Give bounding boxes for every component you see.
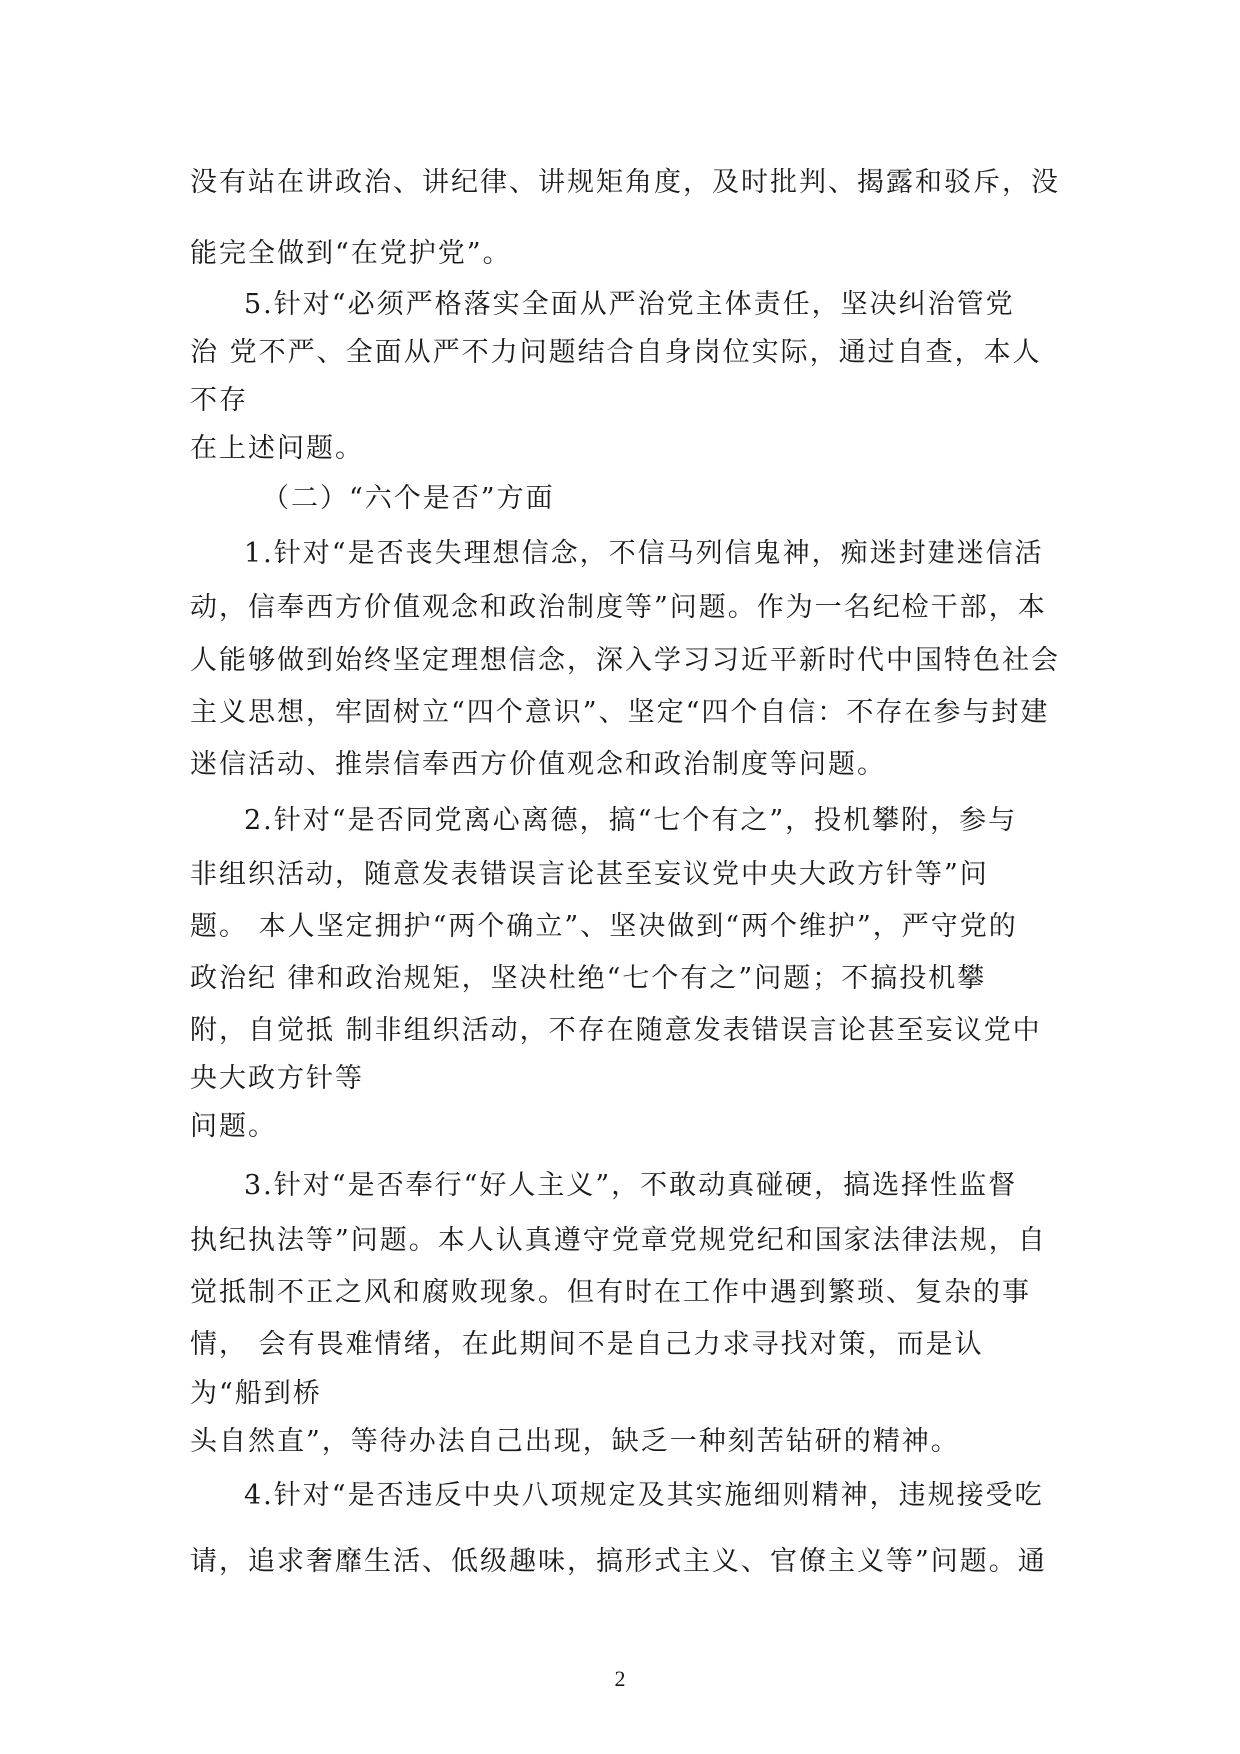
body-text-line: 主义思想，牢固树立“四个意识”、坚定“四个自信：不存在参与封建 bbox=[190, 697, 1050, 728]
body-text-line: 附，自觉抵 制非组织活动，不存在随意发表错误言论甚至妄议党中 bbox=[190, 1015, 1042, 1046]
body-text-line: 情， 会有畏难情绪，在此期间不是自己力求寻找对策，而是认 bbox=[190, 1329, 984, 1360]
body-text-line: 不存 bbox=[190, 385, 248, 416]
body-text-line: 执纪执法等”问题。本人认真遵守党章党规党纪和国家法律法规，自 bbox=[190, 1225, 1047, 1256]
body-text-line: 问题。 bbox=[190, 1111, 277, 1142]
body-text-line: 政治纪 律和政治规矩，坚决杜绝“七个有之”问题；不搞投机攀 bbox=[190, 963, 987, 994]
body-text-line: 题。 本人坚定拥护“两个确立”、坚决做到“两个维护”，严守党的 bbox=[190, 911, 1018, 942]
section-heading: （二）“六个是否”方面 bbox=[262, 483, 555, 514]
body-text-line: 人能够做到始终坚定理想信念，深入学习习近平新时代中国特色社会 bbox=[190, 645, 1060, 676]
body-text-line: 央大政方针等 bbox=[190, 1063, 364, 1094]
paragraph-4-start: 4.针对“是否违反中央八项规定及其实施细则精神，违规接受吃 bbox=[244, 1480, 1044, 1511]
page-number: 2 bbox=[614, 1666, 626, 1691]
body-text-line: 头自然直”，等待办法自己出现，缺乏一种刻苦钻研的精神。 bbox=[190, 1426, 960, 1457]
paragraph-5-start: 5.针对“必须严格落实全面从严治党主体责任，坚决纠治管党 bbox=[244, 289, 1015, 320]
paragraph-2-start: 2.针对“是否同党离心离德，搞“七个有之”，投机攀附，参与 bbox=[244, 805, 1018, 836]
body-text-line: 在上述问题。 bbox=[190, 433, 364, 464]
body-text-line: 请，追求奢靡生活、低级趣味，搞形式主义、官僚主义等”问题。通 bbox=[190, 1546, 1047, 1577]
paragraph-3-start: 3.针对“是否奉行“好人主义”，不敢动真碰硬，搞选择性监督 bbox=[244, 1170, 1018, 1201]
body-text-line: 动，信奉西方价值观念和政治制度等”问题。作为一名纪检干部，本 bbox=[190, 592, 1047, 623]
paragraph-1-start: 1.针对“是否丧失理想信念，不信马列信鬼神，痴迷封建迷信活 bbox=[244, 538, 1044, 569]
body-text-line: 迷信活动、推崇信奉西方价值观念和政治制度等问题。 bbox=[190, 749, 886, 780]
body-text-line: 为“船到桥 bbox=[190, 1378, 322, 1409]
body-text-line: 没有站在讲政治、讲纪律、讲规矩角度，及时批判、揭露和驳斥，没 bbox=[190, 167, 1060, 198]
body-text-line: 能完全做到“在党护党”。 bbox=[190, 238, 512, 269]
body-text-line: 非组织活动，随意发表错误言论甚至妄议党中央大政方针等”问 bbox=[190, 859, 989, 890]
body-text-line: 治 党不严、全面从严不力问题结合自身岗位实际，通过自查，本人 bbox=[190, 337, 1042, 368]
body-text-line: 觉抵制不正之风和腐败现象。但有时在工作中遇到繁琐、复杂的事 bbox=[190, 1277, 1031, 1308]
